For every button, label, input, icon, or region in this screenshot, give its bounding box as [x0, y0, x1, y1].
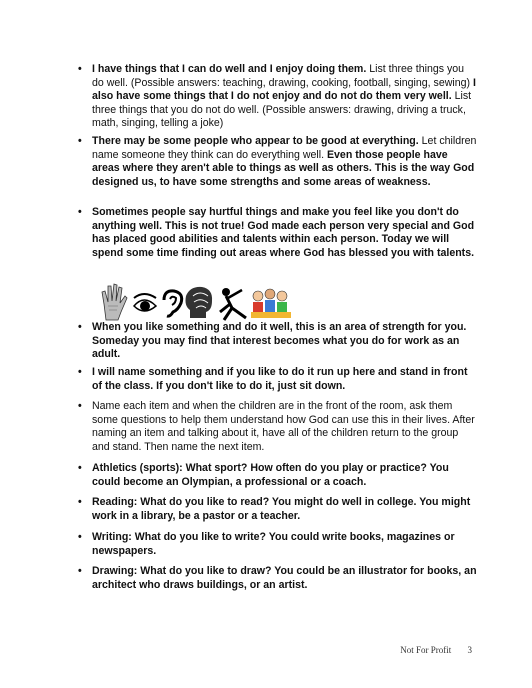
bullet-bold-text: Drawing: What do you like to draw? You could be an illustrator for books, an architect who draws buildings, or an artist.	[92, 565, 477, 591]
bullet-marker: •	[78, 462, 82, 474]
bullet-bold-text: When you like something and do it well, this is an area of strength for you. Someday you may find that interest becomes what you do for work as an adult.	[92, 321, 467, 361]
page-footer	[400, 645, 472, 655]
list-item	[78, 531, 478, 558]
hand-icon	[102, 284, 127, 320]
list-item	[78, 135, 478, 189]
talents-icon-strip	[100, 282, 300, 322]
list-item	[78, 321, 478, 362]
page-number: 3	[467, 645, 472, 655]
list-item	[78, 462, 478, 489]
ear-icon	[164, 291, 182, 316]
bullet-bold-text: Athletics (sports): What sport? How often do you play or practice? You could become an Olympian, a professional or a coach.	[92, 462, 449, 488]
bullet-text: Name each item and when the children are in the front of the room, ask them some questions to help them understand how God can use this in their lives. After naming an item and talking about it, have all of the children return to the group and stand. Then name the next item.	[92, 400, 475, 453]
bullet-text: Let children name someone they think can do everything well.	[92, 135, 477, 161]
bullet-bold-text: Sometimes people say hurtful things and make you feel like you don't do anything well. This is not true! God made each person very special and God has placed good abilities and talents within each person. Today we will spend some time finding out areas where God has blessed you with talents.	[92, 206, 475, 259]
bullet-marker: •	[78, 531, 82, 543]
list-item	[78, 400, 478, 454]
bullet-marker: •	[78, 496, 82, 508]
list-item	[78, 496, 478, 523]
head-profile-icon	[186, 287, 213, 318]
bullet-bold-text: Even those people have areas where they aren't able to things as well as others. This is the way God designed us, to have some strengths and some areas of weakness.	[92, 148, 475, 188]
list-item	[78, 366, 478, 393]
bullet-marker: •	[78, 565, 82, 577]
bullet-bold-text: Reading: What do you like to read? You might do well in college. You might work in a library, be a pastor or a teacher.	[92, 496, 471, 522]
bullet-bold-text: I will name something and if you like to do it run up here and stand in front of the class. If you don't like to do it, just sit down.	[92, 366, 468, 392]
bullet-marker: •	[78, 321, 82, 333]
list-item	[78, 565, 478, 592]
list-item	[78, 206, 478, 260]
children-group-icon	[251, 289, 291, 318]
footer-label: Not For Profit	[400, 645, 452, 655]
bullet-text: List three things that you do not do well. (Possible answers: drawing, driving a truck, math, singing, telling a joke)	[92, 90, 472, 130]
bullet-marker: •	[78, 135, 82, 147]
stretching-person-icon	[220, 288, 246, 320]
bullet-marker: •	[78, 206, 82, 218]
bullet-marker: •	[78, 400, 82, 412]
list-item	[78, 63, 478, 131]
bullet-bold-text: There may be some people who appear to be good at everything.	[92, 135, 419, 147]
eye-icon	[134, 294, 156, 311]
bullet-marker: •	[78, 366, 82, 378]
bullet-marker: •	[78, 63, 82, 75]
bullet-text: List three things you do well. (Possible answers: teaching, drawing, cooking, football, singing, sewing)	[92, 63, 473, 89]
bullet-bold-text: I also have some things that I do not enjoy and do not do them very well.	[92, 76, 476, 103]
bullet-bold-text: I have things that I can do well and I enjoy doing them.	[92, 63, 367, 75]
bullet-bold-text: Writing: What do you like to write? You could write books, magazines or newspapers.	[92, 531, 455, 557]
